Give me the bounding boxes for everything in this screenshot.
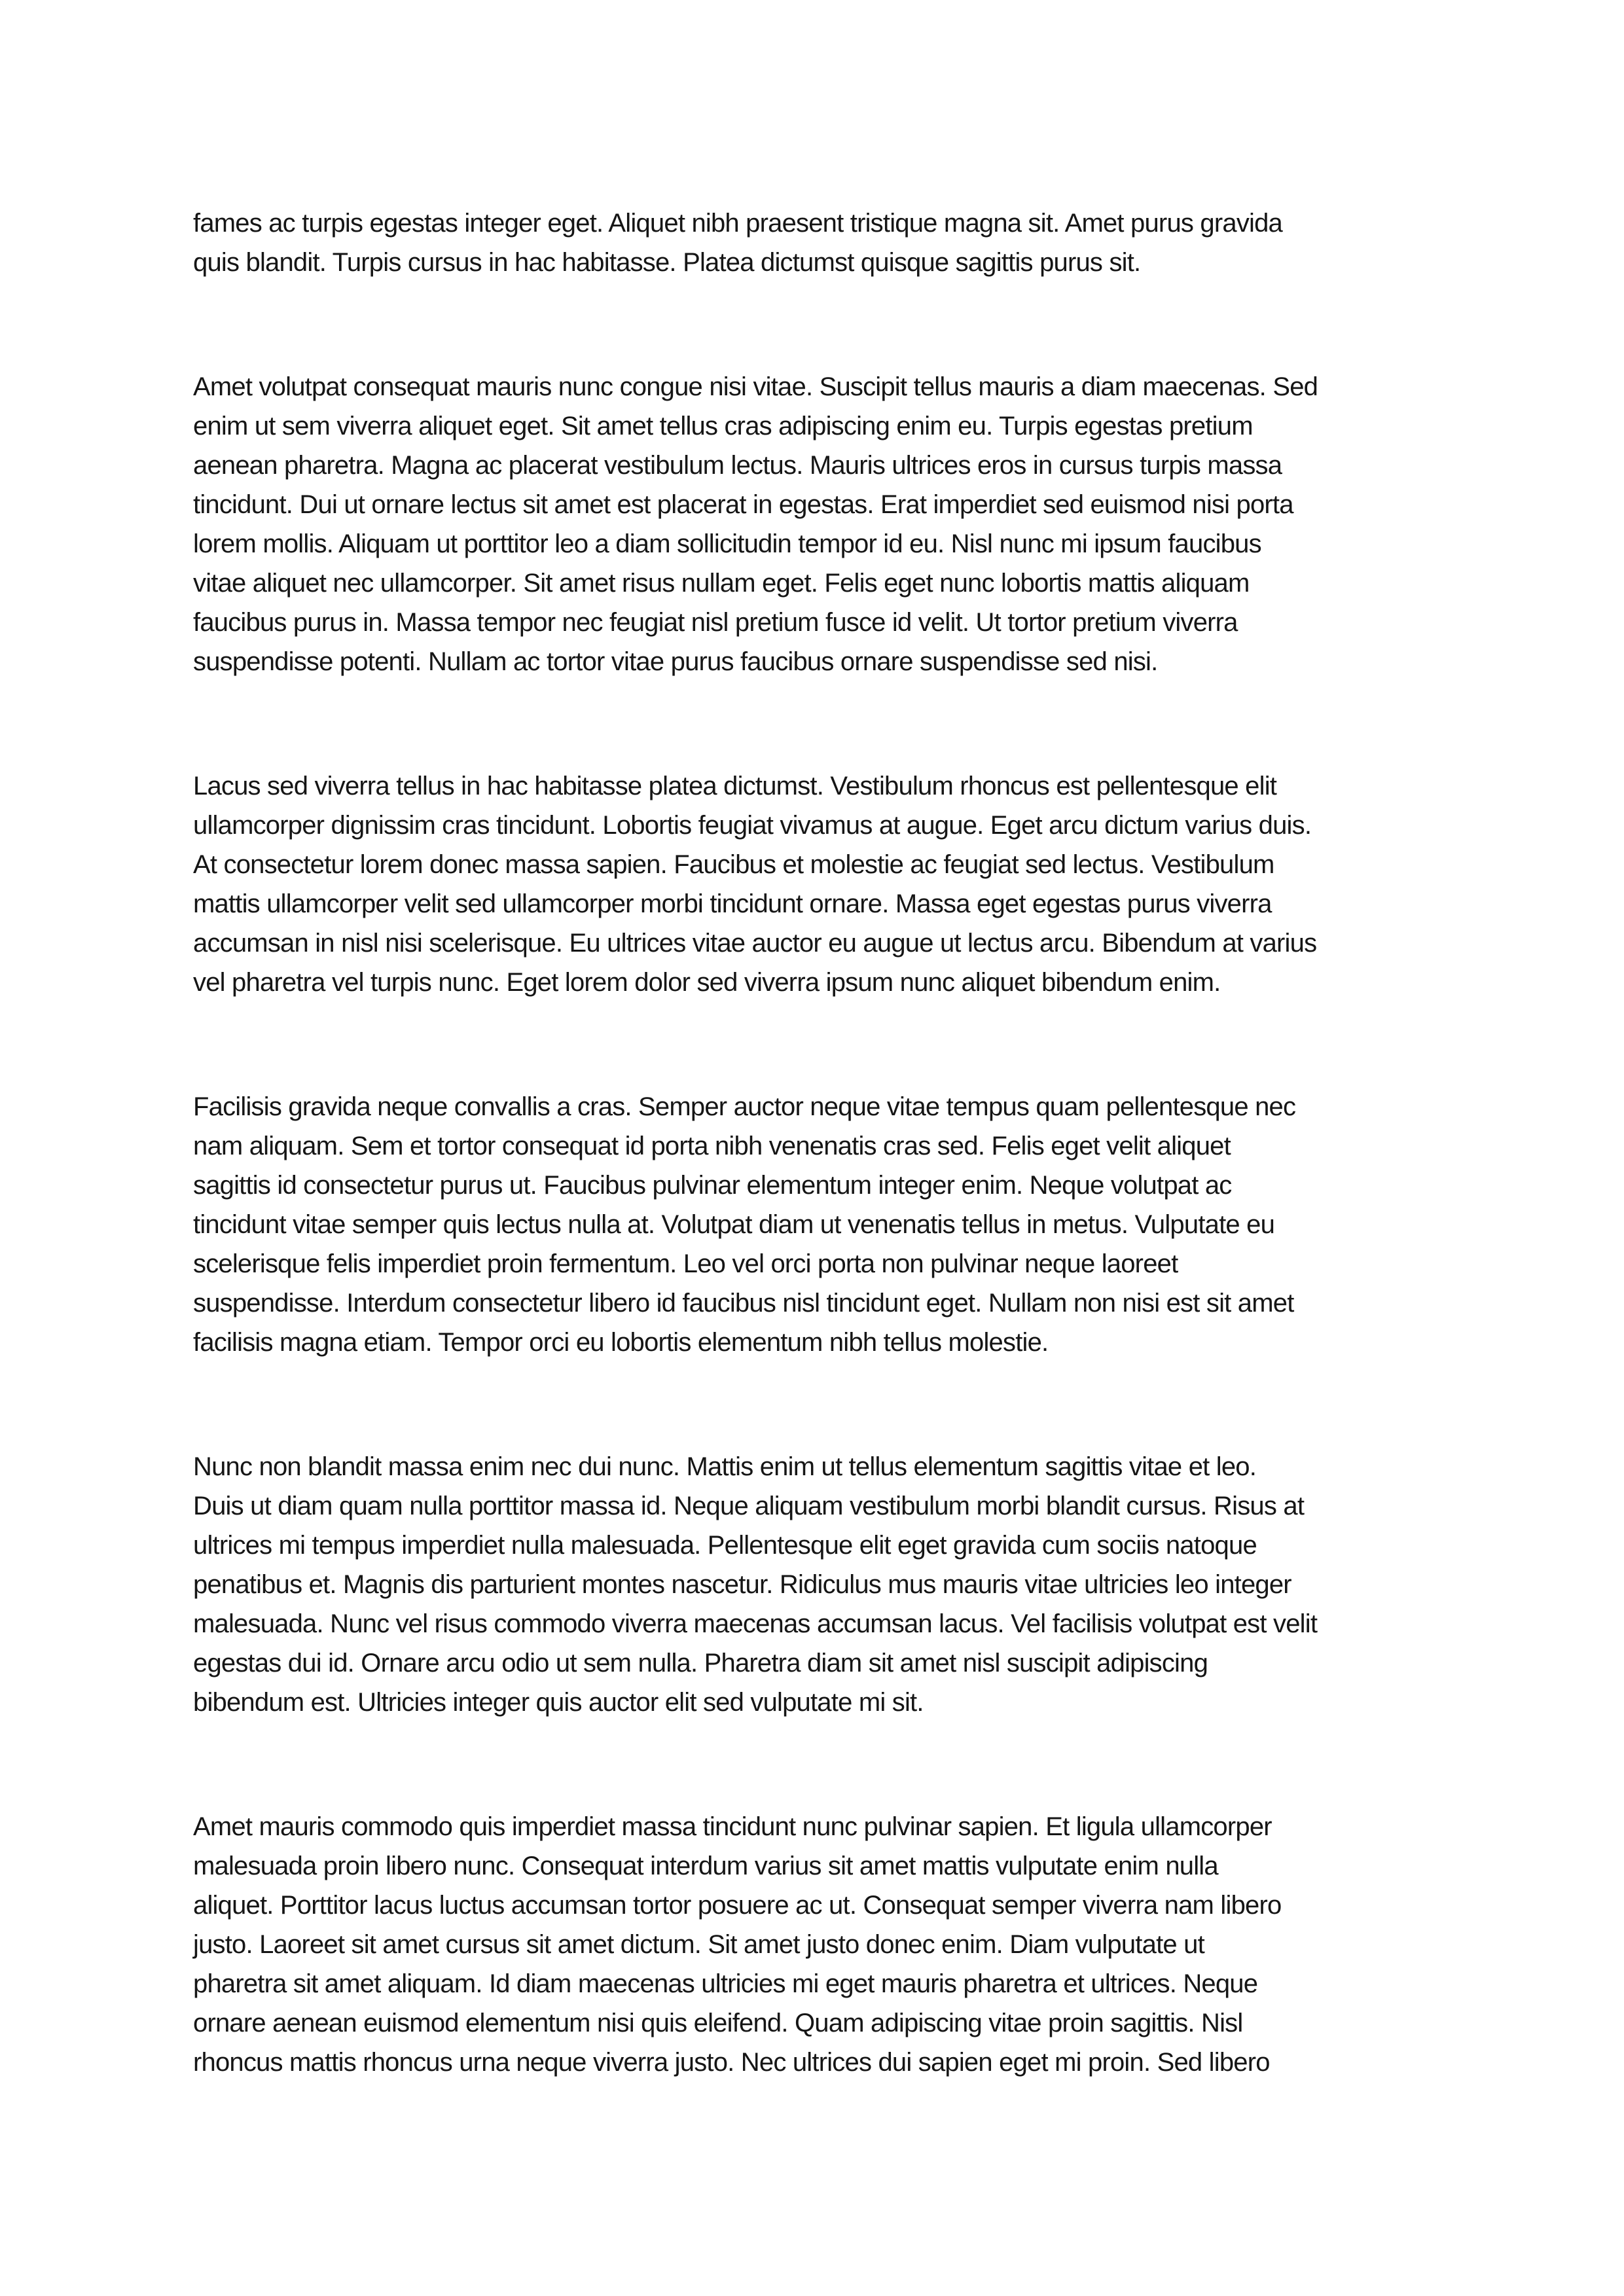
text-line: lorem mollis. Aliquam ut porttitor leo a diam sollicitudin tempor id eu. Nisl nunc mi ipsum faucibus <box>193 529 1261 558</box>
text-line: quis blandit. Turpis cursus in hac habitasse. Platea dictumst quisque sagittis purus sit. <box>193 248 1141 277</box>
text-line: rhoncus mattis rhoncus urna neque viverra justo. Nec ultrices dui sapien eget mi proin. Sed libero <box>193 2048 1270 2077</box>
text-line: tincidunt. Dui ut ornare lectus sit amet est placerat in egestas. Erat imperdiet sed euismod nisi porta <box>193 490 1293 519</box>
text-line: mattis ullamcorper velit sed ullamcorper morbi tincidunt ornare. Massa eget egestas purus viverra <box>193 889 1272 918</box>
text-line: sagittis id consectetur purus ut. Faucibus pulvinar elementum integer enim. Neque volutpat ac <box>193 1171 1232 1200</box>
text-line: ornare aenean euismod elementum nisi quis eleifend. Quam adipiscing vitae proin sagittis. Nisl <box>193 2009 1243 2037</box>
text-line: suspendisse potenti. Nullam ac tortor vitae purus faucibus ornare suspendisse sed nisi. <box>193 647 1158 676</box>
text-line: malesuada. Nunc vel risus commodo viverra maecenas accumsan lacus. Vel facilisis volutpat est velit <box>193 1609 1318 1638</box>
text-line: penatibus et. Magnis dis parturient montes nascetur. Ridiculus mus mauris vitae ultricies leo integer <box>193 1570 1291 1599</box>
text-line: scelerisque felis imperdiet proin fermentum. Leo vel orci porta non pulvinar neque laoreet <box>193 1249 1178 1278</box>
text-line: Amet volutpat consequat mauris nunc congue nisi vitae. Suscipit tellus mauris a diam maecenas. Sed <box>193 372 1318 401</box>
text-line: egestas dui id. Ornare arcu odio ut sem nulla. Pharetra diam sit amet nisl suscipit adipiscing <box>193 1649 1208 1677</box>
text-line: ultrices mi tempus imperdiet nulla malesuada. Pellentesque elit eget gravida cum sociis natoque <box>193 1531 1257 1560</box>
text-line: Nunc non blandit massa enim nec dui nunc. Mattis enim ut tellus elementum sagittis vitae et leo. <box>193 1452 1257 1481</box>
text-line: Amet mauris commodo quis imperdiet massa tincidunt nunc pulvinar sapien. Et ligula ullamcorper <box>193 1812 1272 1841</box>
paragraph <box>193 1807 1456 2082</box>
text-line: malesuada proin libero nunc. Consequat interdum varius sit amet mattis vulputate enim nulla <box>193 1852 1218 1880</box>
text-line: bibendum est. Ultricies integer quis auctor elit sed vulputate mi sit. <box>193 1688 924 1717</box>
text-line: suspendisse. Interdum consectetur libero id faucibus nisl tincidunt eget. Nullam non nisi est sit amet <box>193 1289 1294 1318</box>
paragraph <box>193 1447 1456 1722</box>
text-line: nam aliquam. Sem et tortor consequat id porta nibh venenatis cras sed. Felis eget velit aliquet <box>193 1132 1231 1160</box>
text-line: aenean pharetra. Magna ac placerat vestibulum lectus. Mauris ultrices eros in cursus turpis massa <box>193 451 1282 480</box>
text-line: accumsan in nisl nisi scelerisque. Eu ultrices vitae auctor eu augue ut lectus arcu. Bibendum at varius <box>193 929 1317 958</box>
text-line: vitae aliquet nec ullamcorper. Sit amet risus nullam eget. Felis eget nunc lobortis mattis aliquam <box>193 569 1250 598</box>
paragraph <box>193 367 1456 681</box>
text-line: Facilisis gravida neque convallis a cras. Semper auctor neque vitae tempus quam pellentesque nec <box>193 1092 1296 1121</box>
text-line: Lacus sed viverra tellus in hac habitasse platea dictumst. Vestibulum rhoncus est pellentesque elit <box>193 772 1277 800</box>
text-line: justo. Laoreet sit amet cursus sit amet dictum. Sit amet justo donec enim. Diam vulputate ut <box>193 1930 1204 1959</box>
text-line: fames ac turpis egestas integer eget. Aliquet nibh praesent tristique magna sit. Amet purus gravida <box>193 209 1283 238</box>
paragraph <box>193 1087 1456 1362</box>
text-line: At consectetur lorem donec massa sapien. Faucibus et molestie ac feugiat sed lectus. Vestibulum <box>193 850 1274 879</box>
text-line: ullamcorper dignissim cras tincidunt. Lobortis feugiat vivamus at augue. Eget arcu dictum varius duis. <box>193 811 1312 840</box>
document-body[interactable] <box>193 204 1456 2167</box>
text-line: aliquet. Porttitor lacus luctus accumsan tortor posuere ac ut. Consequat semper viverra nam libero <box>193 1891 1282 1920</box>
paragraph <box>193 766 1456 1002</box>
text-line: vel pharetra vel turpis nunc. Eget lorem dolor sed viverra ipsum nunc aliquet bibendum enim. <box>193 968 1221 997</box>
text-line: faucibus purus in. Massa tempor nec feugiat nisl pretium fusce id velit. Ut tortor pretium viverra <box>193 608 1238 637</box>
text-line: pharetra sit amet aliquam. Id diam maecenas ultricies mi eget mauris pharetra et ultrices. Neque <box>193 1969 1258 1998</box>
paragraph <box>193 204 1456 282</box>
text-line: enim ut sem viverra aliquet eget. Sit amet tellus cras adipiscing enim eu. Turpis egestas pretium <box>193 412 1253 440</box>
text-line: Duis ut diam quam nulla porttitor massa id. Neque aliquam vestibulum morbi blandit cursus. Risus at <box>193 1492 1305 1520</box>
text-line: facilisis magna etiam. Tempor orci eu lobortis elementum nibh tellus molestie. <box>193 1328 1049 1357</box>
text-line: tincidunt vitae semper quis lectus nulla at. Volutpat diam ut venenatis tellus in metus. Vulputate eu <box>193 1210 1275 1239</box>
